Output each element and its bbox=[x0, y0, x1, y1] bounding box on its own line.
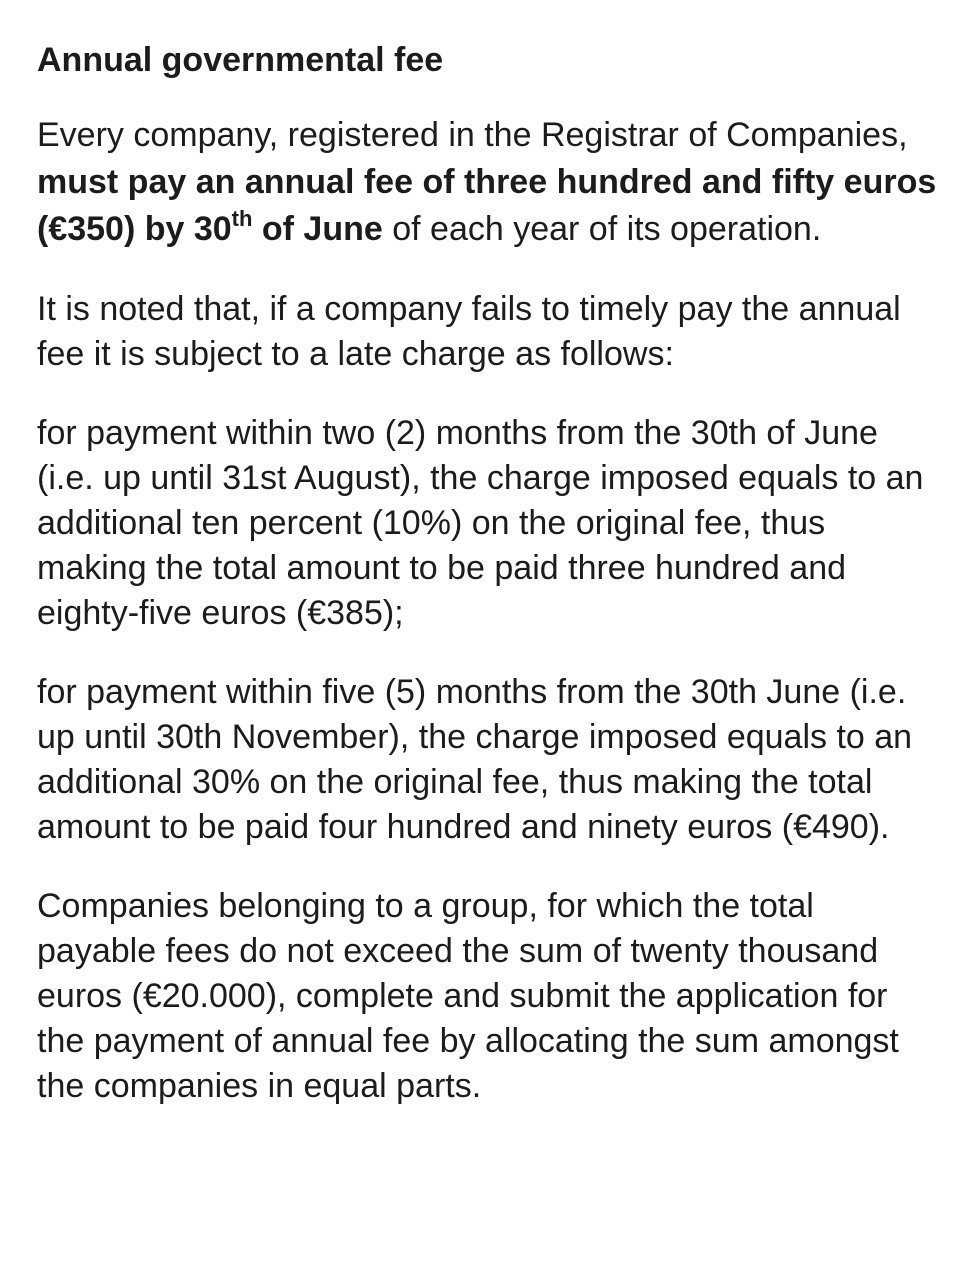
ordinal-suffix: th bbox=[231, 206, 253, 231]
paragraph-text: of each year of its operation. bbox=[382, 210, 822, 248]
document-body bbox=[37, 38, 937, 1143]
paragraph-group-companies: Companies belonging to a group, for which the total payable fees do not exceed the sum of twenty thousand euros (€20.000), complete and submit the application for the payment of annual fee by allocating the sum amongst the companies in equal parts. bbox=[37, 887, 899, 1105]
bold-fee-statement: must pay an annual fee of three hundred and fifty euros (€350) by 30th of June bbox=[37, 163, 937, 248]
paragraph-two-month-charge: for payment within two (2) months from the 30th of June (i.e. up until 31st August), the charge imposed equals to an additional ten percent (10%) on the original fee, thus making the total amount to be paid three hundred and eighty-five euros (€385); bbox=[37, 414, 924, 632]
paragraph-fee-requirement bbox=[37, 112, 937, 253]
paragraph-text: Every company, registered in the Registrar of Companies, bbox=[37, 116, 908, 154]
paragraph-late-charge-intro: It is noted that, if a company fails to timely pay the annual fee it is subject to a late charge as follows: bbox=[37, 290, 901, 373]
section-heading: Annual governmental fee bbox=[37, 41, 444, 79]
paragraph-five-month-charge: for payment within five (5) months from the 30th June (i.e. up until 30th November), the charge imposed equals to an additional 30% on the original fee, thus making the total amount to be paid four hundred and ninety euros (€490). bbox=[37, 673, 913, 846]
